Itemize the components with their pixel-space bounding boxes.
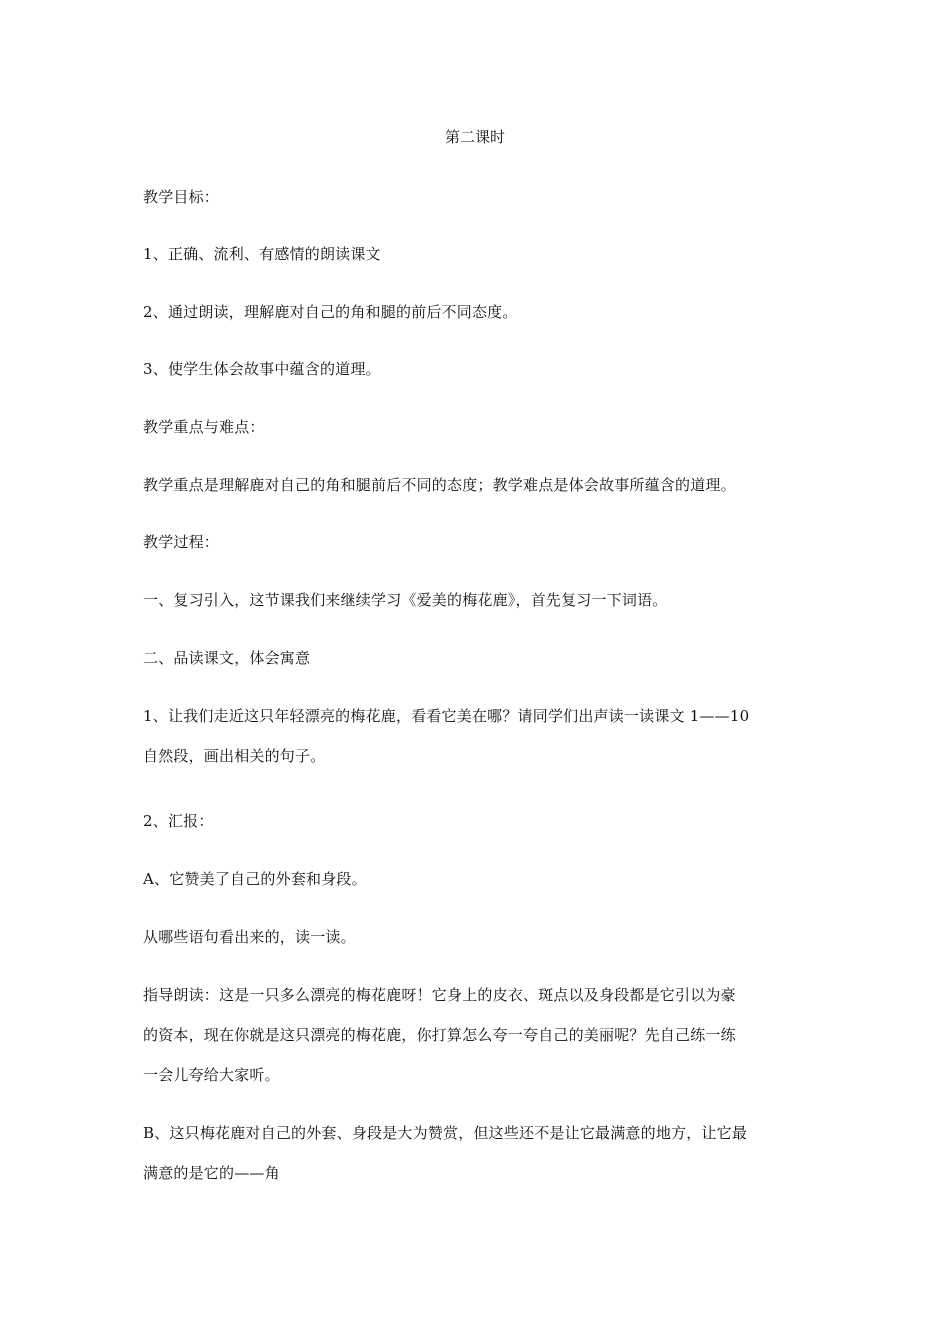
text-line: 教学目标： (143, 188, 220, 206)
paragraph-point-b (143, 1113, 808, 1193)
paragraph-objective-2 (143, 297, 808, 327)
text-line: 1、让我们走近这只年轻漂亮的梅花鹿，看看它美在哪？请同学们出声读一读课文 1——10 (143, 707, 750, 725)
text-line: 满意的是它的——角 (143, 1164, 280, 1182)
paragraph-step-1 (143, 585, 808, 615)
paragraph-objective-1 (143, 239, 808, 269)
text-line: 的资本，现在你就是这只漂亮的梅花鹿，你打算怎么夸一夸自己的美丽呢？先自己练一练 (143, 1026, 736, 1044)
text-line: 2、汇报： (143, 812, 214, 830)
text-line: A、它赞美了自己的外套和身段。 (143, 870, 367, 888)
paragraph-point-a (143, 864, 808, 894)
text-line: 1、正确、流利、有感情的朗读课文 (143, 245, 381, 263)
text-line: 自然段，画出相关的句子。 (143, 747, 326, 765)
text-line: 一、复习引入，这节课我们来继续学习《爱美的梅花鹿》，首先复习一下词语。 (143, 591, 668, 609)
text-line: 3、使学生体会故事中蕴含的道理。 (143, 360, 381, 378)
text-line: 一会儿夸给大家听。 (143, 1066, 280, 1084)
text-line: 二、品读课文，体会寓意 (143, 649, 311, 667)
paragraph-process-heading (143, 527, 808, 557)
text-line: 教学重点是理解鹿对自己的角和腿前后不同的态度；教学难点是体会故事所蕴含的道理。 (143, 476, 736, 494)
text-line: 2、通过朗读，理解鹿对自己的角和腿的前后不同态度。 (143, 303, 518, 321)
page-title: 第二课时 (444, 128, 505, 146)
paragraph-focus-heading (143, 412, 808, 442)
text-line: 从哪些语句看出来的，读一读。 (143, 928, 356, 946)
paragraph-read-sentences (143, 922, 808, 952)
text-line: 教学重点与难点： (143, 418, 265, 436)
text-line: B、这只梅花鹿对自己的外套、身段是大为赞赏，但这些还不是让它最满意的地方，让它最 (143, 1124, 748, 1142)
paragraph-reading-guidance (143, 975, 808, 1095)
paragraph-step-2 (143, 643, 808, 673)
paragraph-step-2-1 (143, 696, 808, 776)
paragraph-objectives-heading (143, 182, 808, 212)
text-line: 教学过程： (143, 533, 220, 551)
paragraph-objective-3 (143, 354, 808, 384)
text-line: 指导朗读：这是一只多么漂亮的梅花鹿呀！它身上的皮衣、斑点以及身段都是它引以为豪 (143, 986, 736, 1004)
paragraph-step-2-2 (143, 806, 808, 836)
paragraph-focus-body (143, 470, 808, 500)
